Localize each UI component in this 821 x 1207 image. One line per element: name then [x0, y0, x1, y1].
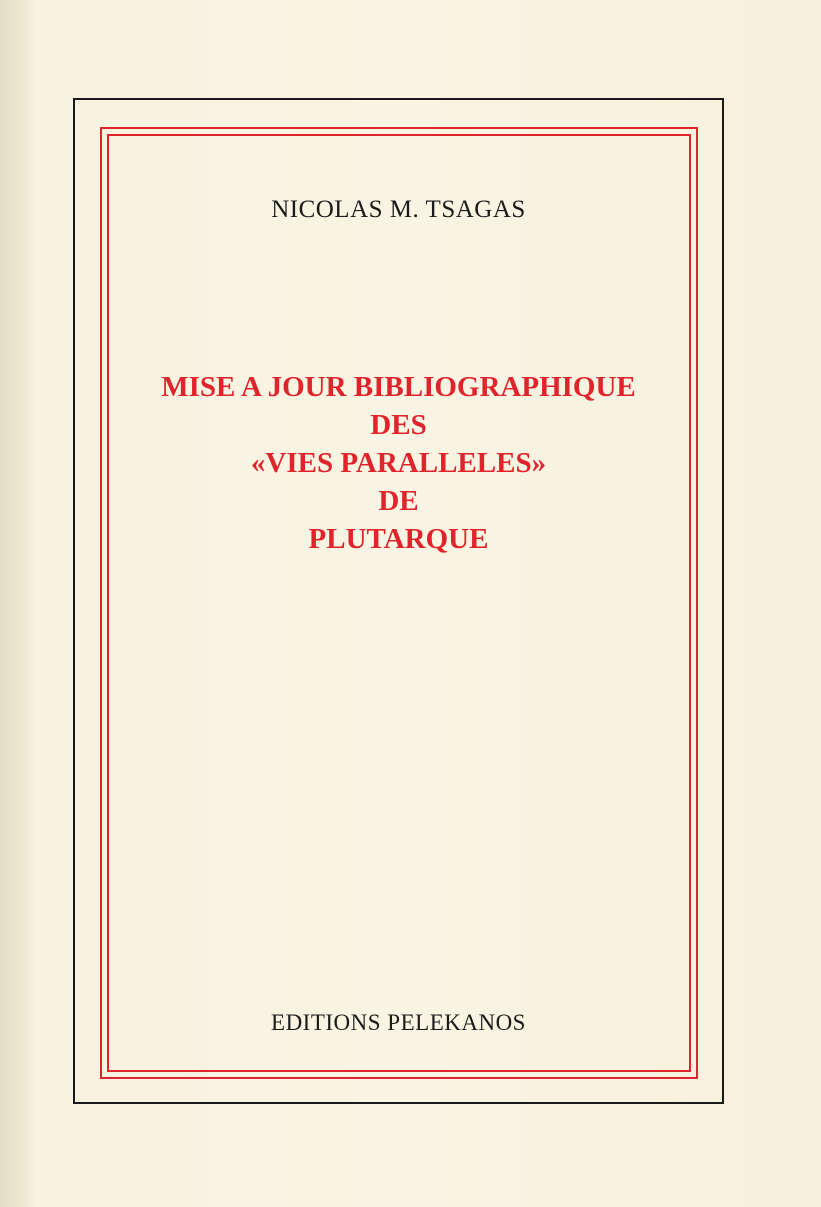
book-title [73, 368, 724, 558]
title-line-1: MISE A JOUR BIBLIOGRAPHIQUE [161, 371, 636, 403]
title-line-3: «VIES PARALLELES» [250, 447, 547, 479]
red-frame-inner [107, 134, 691, 1072]
title-line-4: DE [378, 485, 419, 517]
publisher-name: EDITIONS PELEKANOS [271, 1010, 526, 1035]
title-line-5: PLUTARQUE [308, 523, 489, 555]
title-line-2: DES [370, 409, 427, 441]
author-name: NICOLAS M. TSAGAS [271, 196, 526, 223]
spine-shadow [0, 0, 36, 1207]
